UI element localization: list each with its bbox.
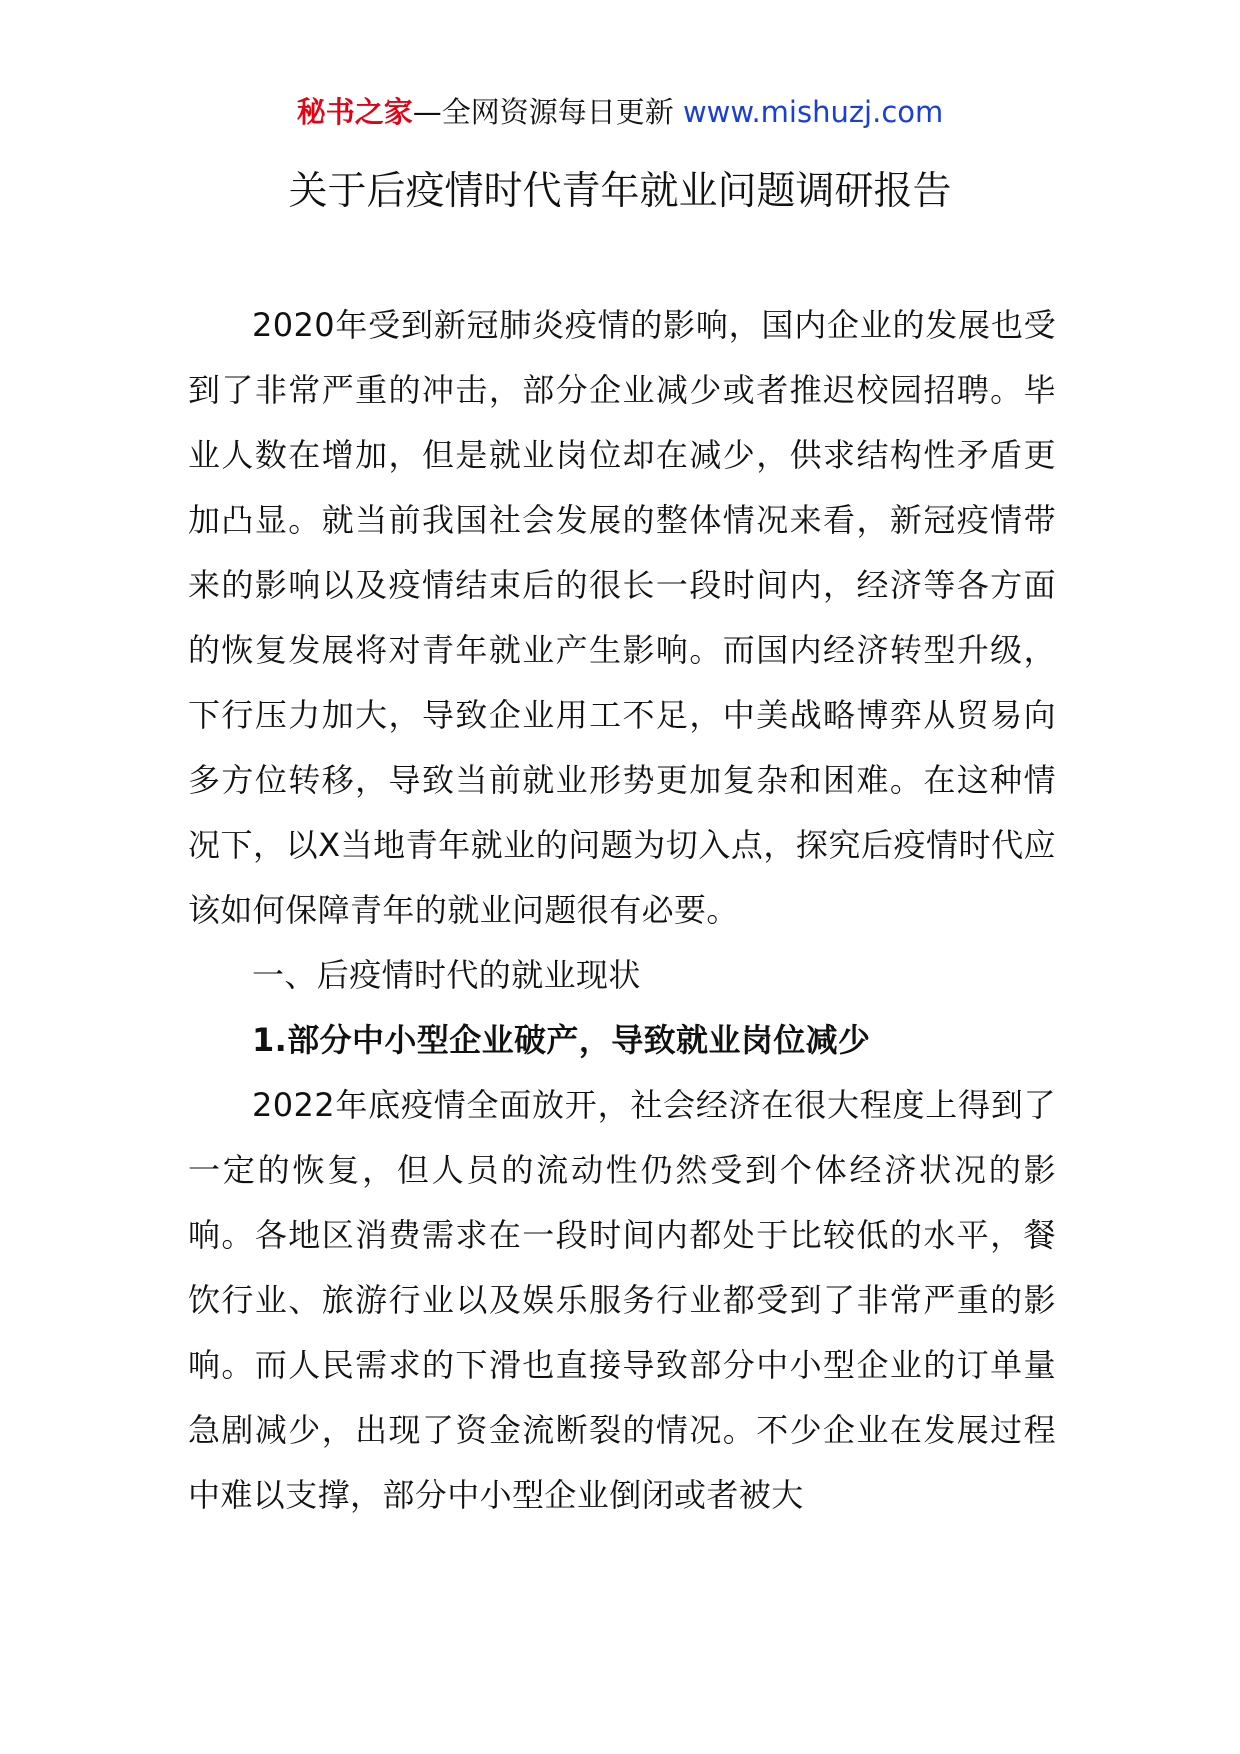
site-url-link[interactable]: www.mishuzj.com — [682, 95, 944, 129]
subsection-heading: 1.部分中小型企业破产，导致就业岗位减少 — [252, 1021, 871, 1059]
document-body — [188, 293, 1056, 1528]
document-title: 关于后疫情时代青年就业问题调研报告 — [288, 169, 952, 214]
section-heading: 一、后疫情时代的就业现状 — [252, 956, 641, 994]
body-paragraph: 2022年底疫情全面放开，社会经济在很大程度上得到了一定的恢复，但人员的流动性仍然受到个体经济状况的影响。各地区消费需求在一段时间内都处于比较低的水平，餐饮行业、旅游行业以及娱乐服务行业都受到了非常严重的影响。而人民需求的下滑也直接导致部分中小型企业的订单量急剧减少，出现了资金流断裂的情况。不少企业在发展过程中难以支撑，部分中小型企业倒闭或者被大 — [188, 1086, 1056, 1514]
header-slogan: —全网资源每日更新 — [412, 95, 683, 129]
brand-name: 秘书之家 — [296, 95, 413, 129]
intro-paragraph: 2020年受到新冠肺炎疫情的影响，国内企业的发展也受到了非常严重的冲击，部分企业减少或者推迟校园招聘。毕业人数在增加，但是就业岗位却在减少，供求结构性矛盾更加凸显。就当前我国社会发展的整体情况来看，新冠疫情带来的影响以及疫情结束后的很长一段时间内，经济等各方面的恢复发展将对青年就业产生影响。而国内经济转型升级，下行压力加大，导致企业用工不足，中美战略博弈从贸易向多方位转移，导致当前就业形势更加复杂和困难。在这种情况下，以X当地青年就业的问题为切入点，探究后疫情时代应该如何保障青年的就业问题很有必要。 — [188, 306, 1056, 929]
site-header — [0, 92, 1240, 132]
